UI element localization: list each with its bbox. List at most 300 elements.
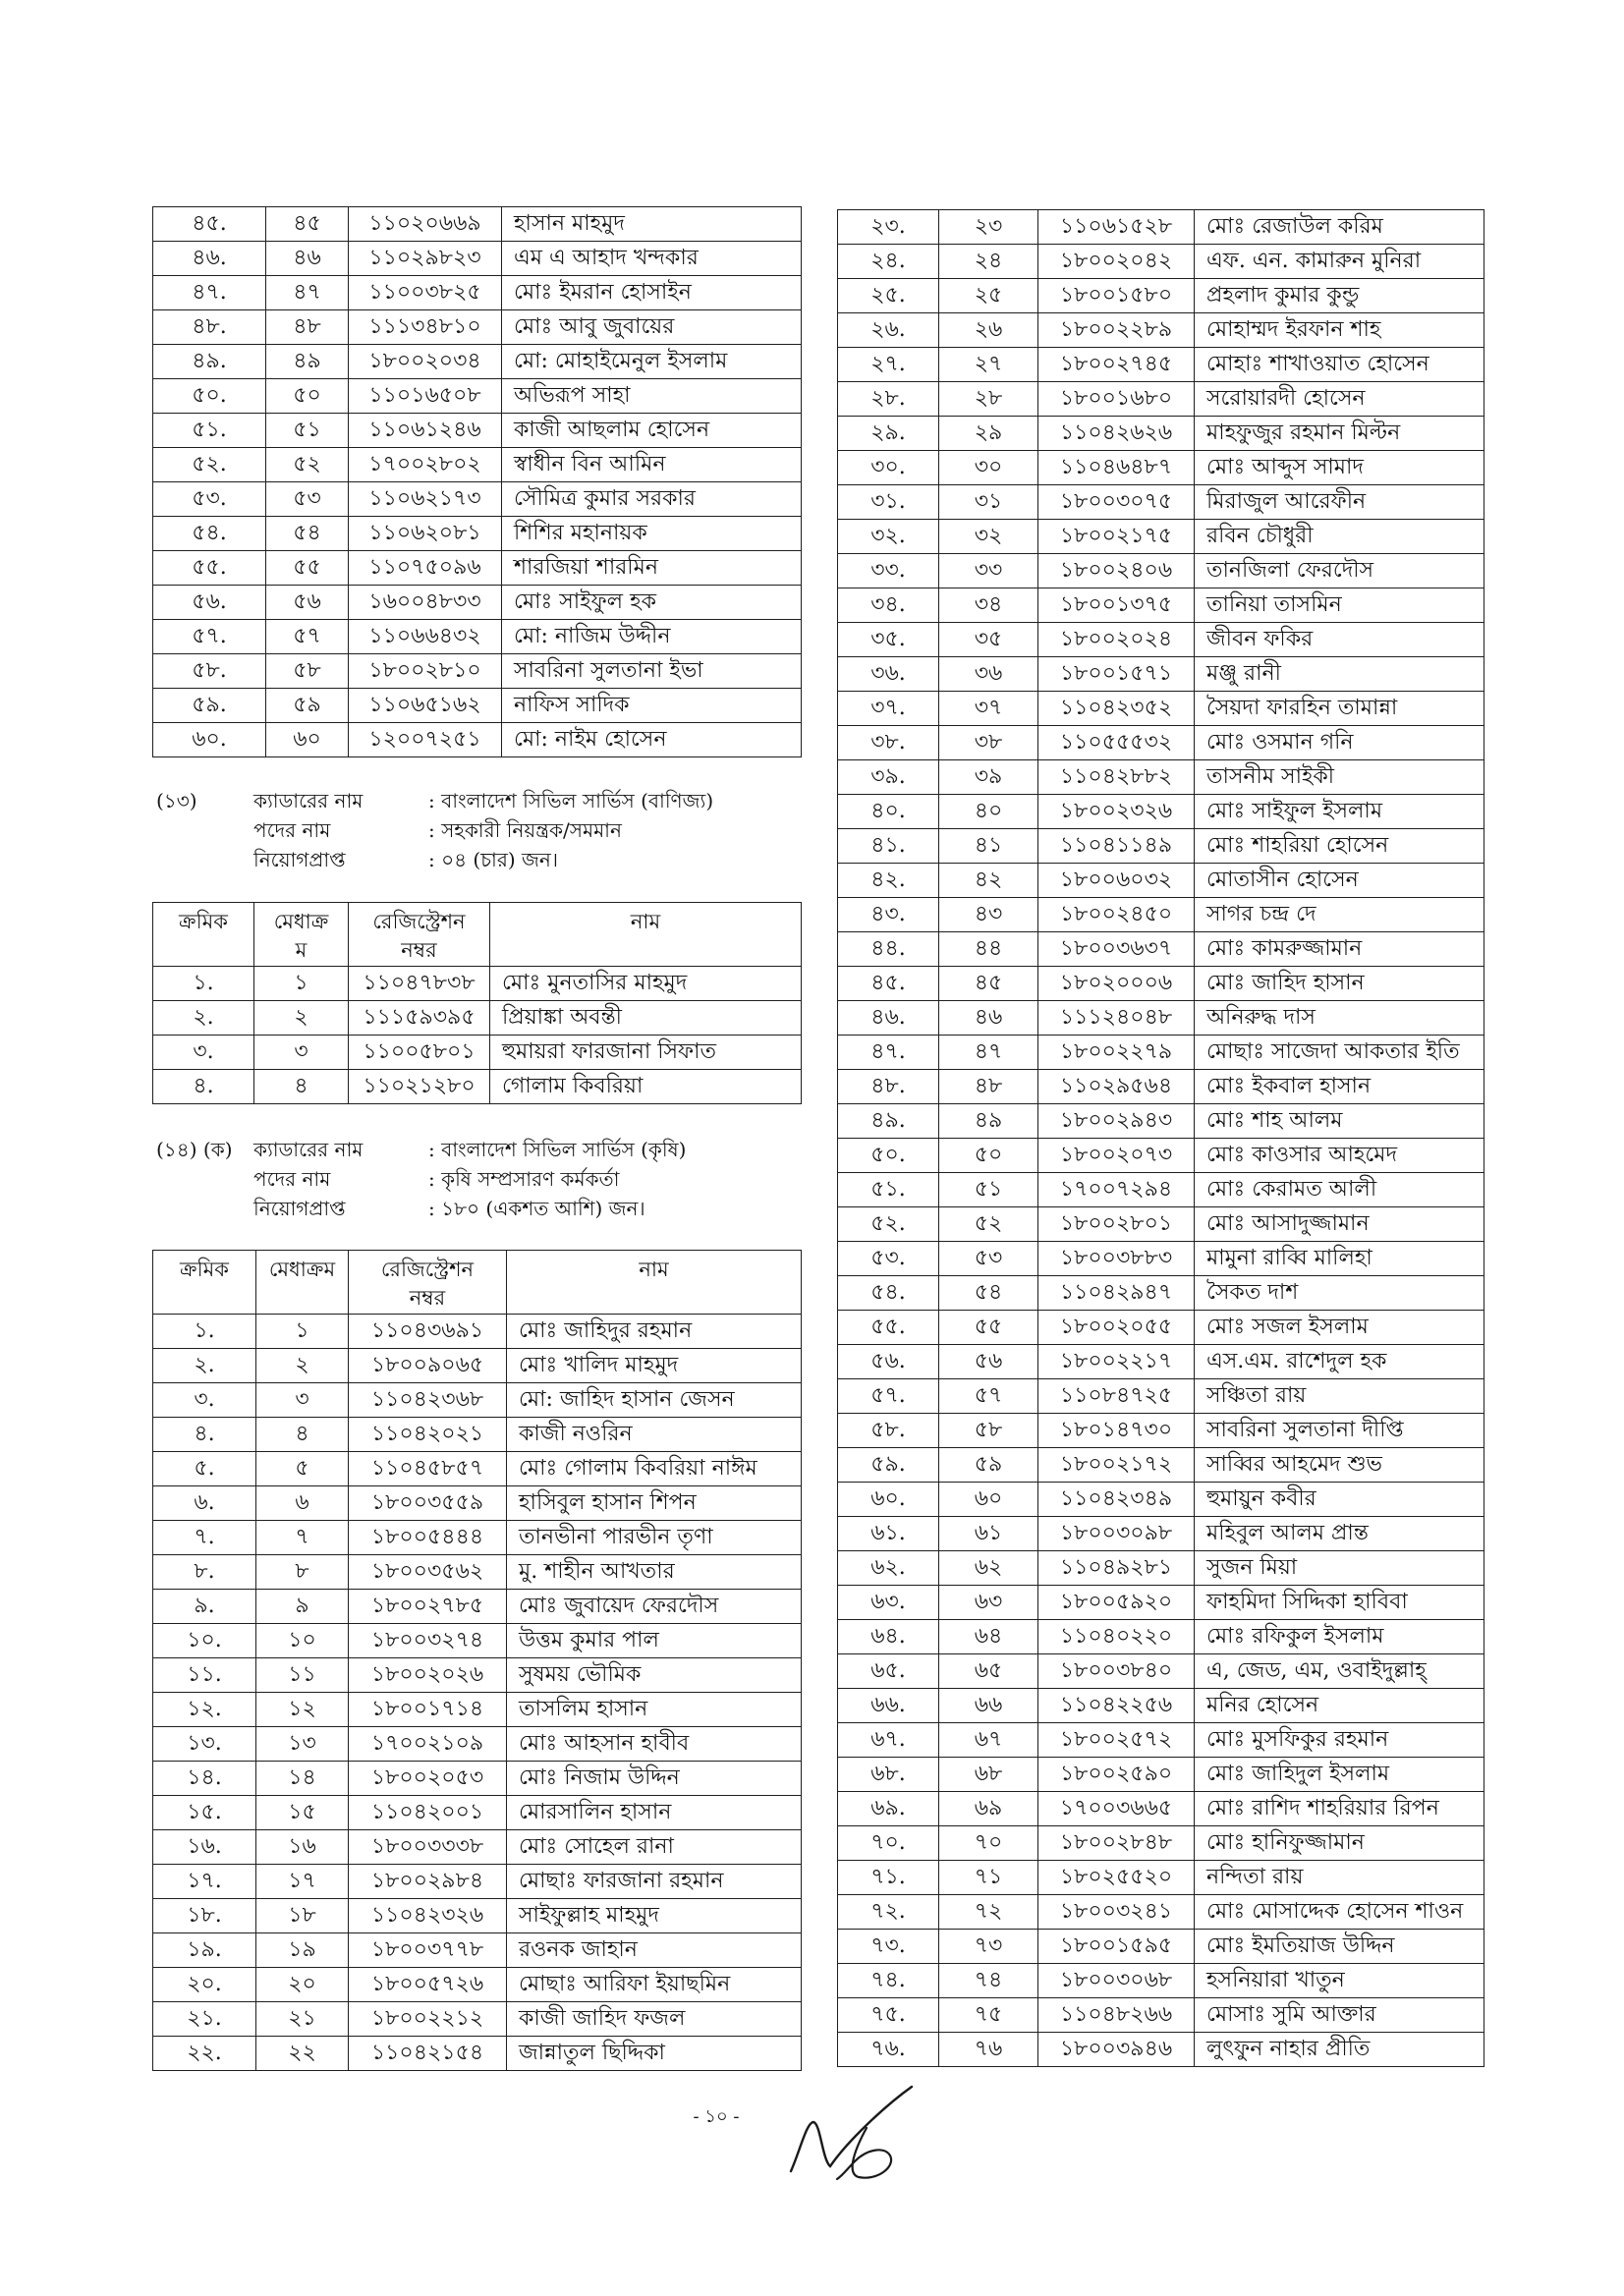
name-cell: অনিরুদ্ধ দাস <box>1195 1001 1484 1036</box>
merit-cell: ৯ <box>256 1590 349 1624</box>
name-cell: এস.এম. রাশেদুল হক <box>1195 1345 1484 1379</box>
merit-cell: ৪৫ <box>266 207 349 242</box>
cadre-value: : বাংলাদেশ সিভিল সার্ভিস (বাণিজ্য) <box>428 789 714 812</box>
table-row <box>838 1414 1484 1448</box>
serial-cell: ৬৮. <box>838 1758 939 1792</box>
serial-cell: ৩. <box>153 1036 254 1070</box>
name-cell: কাজী নওরিন <box>507 1418 802 1452</box>
registration-cell: ১১০৪৭৮৩৮ <box>349 967 490 1001</box>
merit-cell: ৫৬ <box>266 586 349 620</box>
registration-cell: ১১০২১২৮০ <box>349 1070 490 1104</box>
serial-cell: ৩৫. <box>838 623 939 657</box>
merit-cell: ১২ <box>256 1693 349 1727</box>
merit-cell: ৭ <box>256 1521 349 1555</box>
name-cell: অভিরূপ সাহা <box>502 379 802 414</box>
registration-cell: ১২০০৭২৫১ <box>349 723 502 757</box>
registration-cell: ১১০৪২৩২৬ <box>349 1899 507 1933</box>
table-row <box>838 485 1484 520</box>
name-cell: কাজী জাহিদ ফজল <box>507 2002 802 2037</box>
name-cell: রওনক জাহান <box>507 1933 802 1968</box>
serial-cell: ৪৮. <box>838 1070 939 1104</box>
table-row <box>838 1070 1484 1104</box>
merit-cell: ২১ <box>256 2002 349 2037</box>
merit-cell: ৪৯ <box>266 345 349 379</box>
serial-cell: ৫১. <box>838 1173 939 1207</box>
registration-cell: ১১০৪৫৮৫৭ <box>349 1452 507 1486</box>
serial-cell: ৮. <box>153 1555 256 1590</box>
registration-cell: ১১০৪২৩৪৯ <box>1038 1483 1195 1517</box>
registration-cell: ১৮০০২৩২৬ <box>1038 795 1195 829</box>
name-cell: মোঃ জাহিদ হাসান <box>1195 967 1484 1001</box>
name-cell: মো: নাজিম উদ্দীন <box>502 620 802 654</box>
table-row <box>153 379 802 414</box>
serial-cell: ৩৩. <box>838 554 939 588</box>
serial-cell: ৫২. <box>153 448 266 482</box>
merit-cell: ২৬ <box>939 313 1038 348</box>
table-row <box>838 1139 1484 1173</box>
merit-header <box>254 903 349 967</box>
signature <box>786 2081 924 2191</box>
serial-cell: ৫২. <box>838 1207 939 1242</box>
serial-cell: ৬০. <box>153 723 266 757</box>
serial-cell: ২৪. <box>838 245 939 279</box>
serial-cell: ৬৫. <box>838 1654 939 1689</box>
table-row <box>838 520 1484 554</box>
name-cell: মোঃ সোহেল রানা <box>507 1830 802 1865</box>
table-row <box>838 1276 1484 1311</box>
name-header: নাম <box>507 1251 802 1315</box>
table-row <box>838 210 1484 245</box>
serial-cell: ৬৪. <box>838 1620 939 1654</box>
serial-cell: ২৩. <box>838 210 939 245</box>
merit-cell: ৭১ <box>939 1861 1038 1895</box>
registration-cell: ১১০৪৬৪৮৭ <box>1038 451 1195 485</box>
merit-cell: ৫৭ <box>266 620 349 654</box>
name-cell: মোছাঃ আরিফা ইয়াছমিন <box>507 1968 802 2002</box>
serial-cell: ২৮. <box>838 382 939 417</box>
table-row <box>153 1315 802 1349</box>
table-row <box>838 1517 1484 1551</box>
registration-cell: ১১০৪২২৫৬ <box>1038 1689 1195 1723</box>
registration-cell: ১১০২৯৫৬৪ <box>1038 1070 1195 1104</box>
merit-cell: ১ <box>254 967 349 1001</box>
table-row <box>838 1551 1484 1586</box>
registration-cell: ১৮০০২০৫৩ <box>349 1762 507 1796</box>
merit-cell: ১৫ <box>256 1796 349 1830</box>
registration-cell: ১৮০২০০০৬ <box>1038 967 1195 1001</box>
merit-cell: ২৪ <box>939 245 1038 279</box>
merit-cell: ৬০ <box>939 1483 1038 1517</box>
serial-cell: ৯. <box>153 1590 256 1624</box>
merit-cell: ১৬ <box>256 1830 349 1865</box>
table-row <box>153 1933 802 1968</box>
table-row <box>838 1242 1484 1276</box>
registration-cell: ১৮০২৫৫২০ <box>1038 1861 1195 1895</box>
table-row <box>838 348 1484 382</box>
table-row <box>838 245 1484 279</box>
serial-cell: ৪৮. <box>153 310 266 345</box>
post-label: পদের নাম <box>253 1167 331 1191</box>
table-body <box>153 207 802 757</box>
name-cell: সাবরিনা সুলতানা দীপ্তি <box>1195 1414 1484 1448</box>
table-body <box>153 967 802 1104</box>
serial-cell: ৫৬. <box>153 586 266 620</box>
registration-cell: ১১০৬১৫২৮ <box>1038 210 1195 245</box>
serial-cell: ৪৫. <box>838 967 939 1001</box>
registration-cell: ১৭০০৩৬৬৫ <box>1038 1792 1195 1826</box>
merit-cell: ৫৫ <box>266 551 349 586</box>
serial-cell: ৪৪. <box>838 932 939 967</box>
serial-cell: ৫৯. <box>153 689 266 723</box>
serial-cell: ৪৯. <box>153 345 266 379</box>
name-cell: সুষময় ভৌমিক <box>507 1658 802 1693</box>
merit-cell: ৪০ <box>939 795 1038 829</box>
merit-cell: ৫০ <box>266 379 349 414</box>
registration-cell: ১১০৫৫৫৩২ <box>1038 726 1195 760</box>
serial-cell: ৬৩. <box>838 1586 939 1620</box>
name-cell: শিশির মহানায়ক <box>502 517 802 551</box>
name-cell: মোসাঃ সুমি আক্তার <box>1195 1998 1484 2033</box>
table-row <box>838 1758 1484 1792</box>
registration-cell: ১৮০০৬০৩২ <box>1038 864 1195 898</box>
name-cell: হাসান মাহমুদ <box>502 207 802 242</box>
serial-cell: ১৪. <box>153 1762 256 1796</box>
merit-cell: ৫১ <box>266 414 349 448</box>
serial-cell: ৪২. <box>838 864 939 898</box>
merit-cell: ৬৮ <box>939 1758 1038 1792</box>
name-cell: কাজী আছলাম হোসেন <box>502 414 802 448</box>
name-cell: ফাহমিদা সিদ্দিকা হাবিবা <box>1195 1586 1484 1620</box>
table-row <box>153 654 802 689</box>
name-cell: মোহাঃ শাখাওয়াত হোসেন <box>1195 348 1484 382</box>
registration-cell: ১৮০০২২৮৯ <box>1038 313 1195 348</box>
name-cell: সৈয়দা ফারহিন তামান্না <box>1195 692 1484 726</box>
name-cell: মোঃ ইমরান হোসাইন <box>502 276 802 310</box>
serial-cell: ১২. <box>153 1693 256 1727</box>
table-row <box>838 1483 1484 1517</box>
serial-cell: ৬৯. <box>838 1792 939 1826</box>
name-cell: মোঃ হানিফুজ্জামান <box>1195 1826 1484 1861</box>
serial-cell: ১১. <box>153 1658 256 1693</box>
serial-cell: ৪৩. <box>838 898 939 932</box>
name-cell: মোঃ রাশিদ শাহরিয়ার রিপন <box>1195 1792 1484 1826</box>
name-cell: মোঃ গোলাম কিবরিয়া নাঈম <box>507 1452 802 1486</box>
table-row <box>838 1586 1484 1620</box>
name-cell: নন্দিতা রায় <box>1195 1861 1484 1895</box>
serial-cell: ১. <box>153 967 254 1001</box>
serial-cell: ৩. <box>153 1383 256 1418</box>
cadre-label: ক্যাডারের নাম <box>253 1138 364 1161</box>
merit-cell: ৫৫ <box>939 1311 1038 1345</box>
name-cell: মামুনা রাব্বি মালিহা <box>1195 1242 1484 1276</box>
registration-cell: ১১০০৫৮০১ <box>349 1036 490 1070</box>
table-row <box>153 1418 802 1452</box>
merit-cell: ১ <box>256 1315 349 1349</box>
registration-cell: ১৮০০২০২৬ <box>349 1658 507 1693</box>
serial-cell: ২৫. <box>838 279 939 313</box>
registration-cell: ১৮০০১৫৭১ <box>1038 657 1195 692</box>
name-cell: মু. শাহীন আখতার <box>507 1555 802 1590</box>
name-cell: জান্নাতুল ছিদ্দিকা <box>507 2037 802 2071</box>
merit-cell: ৬৬ <box>939 1689 1038 1723</box>
registration-cell: ১১০২০৬৬৯ <box>349 207 502 242</box>
merit-cell: ১৪ <box>256 1762 349 1796</box>
post-label: পদের নাম <box>253 818 331 842</box>
registration-cell: ১৮০০২৯৮৪ <box>349 1865 507 1899</box>
name-cell: সাবরিনা সুলতানা ইভা <box>502 654 802 689</box>
registration-cell: ১৮০০২৭৪৫ <box>1038 348 1195 382</box>
merit-cell: ১৭ <box>256 1865 349 1899</box>
merit-cell: ৩ <box>254 1036 349 1070</box>
registration-cell: ১১০৪২০২১ <box>349 1418 507 1452</box>
merit-cell: ৪৯ <box>939 1104 1038 1139</box>
name-cell: মোঃ সাইফুল ইসলাম <box>1195 795 1484 829</box>
serial-cell: ৭. <box>153 1521 256 1555</box>
registration-cell: ১৭০০২১০৯ <box>349 1727 507 1762</box>
name-cell: মঞ্জু রানী <box>1195 657 1484 692</box>
serial-cell: ৫৯. <box>838 1448 939 1483</box>
serial-cell: ৬১. <box>838 1517 939 1551</box>
merit-cell: ৪৭ <box>266 276 349 310</box>
table-row <box>838 760 1484 795</box>
registration-cell: ১১০৪০২২০ <box>1038 1620 1195 1654</box>
merit-cell: ৩৬ <box>939 657 1038 692</box>
name-cell: মোঃ কেরামত আলী <box>1195 1173 1484 1207</box>
registration-cell: ১৮০০১৭১৪ <box>349 1693 507 1727</box>
table-row <box>838 1620 1484 1654</box>
registration-cell: ১১০৪২৮৮২ <box>1038 760 1195 795</box>
serial-cell: ২৬. <box>838 313 939 348</box>
table-row <box>838 1448 1484 1483</box>
previous-cadre-table-continued <box>152 206 802 757</box>
registration-cell: ১৮০০২৯৪৩ <box>1038 1104 1195 1139</box>
registration-header-line2: নম্বর <box>409 1286 446 1310</box>
serial-cell: ১৩. <box>153 1727 256 1762</box>
table-row <box>153 1383 802 1418</box>
table-row <box>153 1070 802 1104</box>
table-row <box>153 2002 802 2037</box>
table-row <box>838 623 1484 657</box>
merit-cell: ৬০ <box>266 723 349 757</box>
registration-cell: ১৮০০৩০৭৫ <box>1038 485 1195 520</box>
serial-cell: ২. <box>153 1001 254 1036</box>
name-cell: হসনিয়ারা খাতুন <box>1195 1964 1484 1998</box>
merit-cell: ২৭ <box>939 348 1038 382</box>
merit-cell: ৫৪ <box>939 1276 1038 1311</box>
merit-cell: ৮ <box>256 1555 349 1590</box>
table-row <box>838 1998 1484 2033</box>
merit-cell: ৫৯ <box>266 689 349 723</box>
registration-cell: ১৮০০৩০৯৮ <box>1038 1517 1195 1551</box>
table-row <box>153 1796 802 1830</box>
name-cell: মোরসালিন হাসান <box>507 1796 802 1830</box>
registration-cell: ১৮০০২০২৪ <box>1038 623 1195 657</box>
merit-cell: ৫৭ <box>939 1379 1038 1414</box>
serial-cell: ৪৭. <box>153 276 266 310</box>
appointed-label: নিয়োগপ্রাপ্ত <box>253 848 346 871</box>
name-cell: মো: মোহাইমেনুল ইসলাম <box>502 345 802 379</box>
registration-cell: ১৮০১৪৭৩০ <box>1038 1414 1195 1448</box>
table-row <box>838 417 1484 451</box>
serial-cell: ২১. <box>153 2002 256 2037</box>
cadre-line <box>156 1135 795 1164</box>
table-row <box>153 1968 802 2002</box>
serial-cell: ৪৯. <box>838 1104 939 1139</box>
table-row <box>153 482 802 517</box>
appointed-line <box>156 845 795 874</box>
table-row <box>153 1762 802 1796</box>
serial-cell: ১৬. <box>153 1830 256 1865</box>
serial-cell: ৭৪. <box>838 1964 939 1998</box>
name-cell: প্রহলাদ কুমার কুন্ডু <box>1195 279 1484 313</box>
name-cell: হাসিবুল হাসান শিপন <box>507 1486 802 1521</box>
name-cell: রবিন চৌধুরী <box>1195 520 1484 554</box>
table-row <box>838 1895 1484 1930</box>
table-row <box>153 242 802 276</box>
merit-cell: ৬৭ <box>939 1723 1038 1758</box>
serial-cell: ৪. <box>153 1070 254 1104</box>
serial-cell: ৪০. <box>838 795 939 829</box>
table-row <box>838 588 1484 623</box>
table-row <box>153 620 802 654</box>
post-line <box>156 1164 795 1194</box>
name-cell: মোঃ ইকবাল হাসান <box>1195 1070 1484 1104</box>
registration-cell: ১১০৮৪৭২৫ <box>1038 1379 1195 1414</box>
registration-cell: ১৮০০২৪৫০ <box>1038 898 1195 932</box>
merit-cell: ৪৪ <box>939 932 1038 967</box>
serial-cell: ৫৭. <box>838 1379 939 1414</box>
serial-cell: ৩৯. <box>838 760 939 795</box>
name-cell: মোঃ মুসফিকুর রহমান <box>1195 1723 1484 1758</box>
name-cell: তানিয়া তাসমিন <box>1195 588 1484 623</box>
registration-cell: ১৮০০৩৭৭৮ <box>349 1933 507 1968</box>
name-cell: এম এ আহাদ খন্দকার <box>502 242 802 276</box>
registration-cell: ১১০২৯৮২৩ <box>349 242 502 276</box>
serial-cell: ৫৭. <box>153 620 266 654</box>
serial-cell: ৭৫. <box>838 1998 939 2033</box>
table-row <box>838 967 1484 1001</box>
table-row <box>153 448 802 482</box>
merit-cell: ২৫ <box>939 279 1038 313</box>
registration-cell: ১৮০০৩২৪১ <box>1038 1895 1195 1930</box>
serial-cell: ৩৮. <box>838 726 939 760</box>
merit-cell: ৪৬ <box>266 242 349 276</box>
name-cell: সাব্বির আহমেদ শুভ <box>1195 1448 1484 1483</box>
registration-cell: ১৮০০৯০৬৫ <box>349 1349 507 1383</box>
registration-cell: ১১০৬২০৮১ <box>349 517 502 551</box>
registration-cell: ১৮০০২৮৪৮ <box>1038 1826 1195 1861</box>
merit-cell: ৭৪ <box>939 1964 1038 1998</box>
registration-cell: ১১০৪২৯৪৭ <box>1038 1276 1195 1311</box>
table-row <box>838 554 1484 588</box>
serial-cell: ৬০. <box>838 1483 939 1517</box>
table-row <box>838 1173 1484 1207</box>
table-row <box>838 1792 1484 1826</box>
table-row <box>153 586 802 620</box>
serial-cell: ২২. <box>153 2037 256 2071</box>
merit-cell: ৬৯ <box>939 1792 1038 1826</box>
merit-cell: ৭২ <box>939 1895 1038 1930</box>
name-cell: মোঃ মুনতাসির মাহমুদ <box>490 967 802 1001</box>
serial-cell: ৩১. <box>838 485 939 520</box>
name-cell: মোঃ কাওসার আহমেদ <box>1195 1139 1484 1173</box>
merit-cell: ৪২ <box>939 864 1038 898</box>
name-cell: মোঃ জুবায়েদ ফেরদৌস <box>507 1590 802 1624</box>
name-cell: মোঃ সাইফুল হক <box>502 586 802 620</box>
name-cell: মোঃ রফিকুল ইসলাম <box>1195 1620 1484 1654</box>
table-body <box>153 1315 802 2071</box>
name-cell: সাইফুল্লাহ মাহমুদ <box>507 1899 802 1933</box>
table-row <box>153 551 802 586</box>
name-cell: গোলাম কিবরিয়া <box>490 1070 802 1104</box>
merit-cell: ৩৫ <box>939 623 1038 657</box>
table-row <box>153 517 802 551</box>
table-row <box>838 382 1484 417</box>
name-cell: মো: নাইম হোসেন <box>502 723 802 757</box>
table-row <box>153 276 802 310</box>
serial-cell: ৬. <box>153 1486 256 1521</box>
name-cell: মোঃ ওসমান গনি <box>1195 726 1484 760</box>
registration-cell: ১৮০০২২১৭ <box>1038 1345 1195 1379</box>
serial-cell: ১৯. <box>153 1933 256 1968</box>
name-cell: মোঃ আবু জুবায়ের <box>502 310 802 345</box>
name-cell: মোঃ শাহরিয়া হোসেন <box>1195 829 1484 864</box>
table-row <box>153 723 802 757</box>
registration-header <box>349 1251 507 1315</box>
serial-cell: ১৫. <box>153 1796 256 1830</box>
merit-cell: ৪ <box>254 1070 349 1104</box>
registration-cell: ১১১৫৯৩৯৫ <box>349 1001 490 1036</box>
merit-cell: ৬২ <box>939 1551 1038 1586</box>
name-cell: মোঃ জাহিদুল ইসলাম <box>1195 1758 1484 1792</box>
registration-cell: ১৮০০২৪০৬ <box>1038 554 1195 588</box>
table-row <box>838 1345 1484 1379</box>
serial-cell: ৬৭. <box>838 1723 939 1758</box>
merit-cell: ৭০ <box>939 1826 1038 1861</box>
merit-header-line1: মেধাক্র <box>273 910 329 933</box>
name-cell: তাসলিম হাসান <box>507 1693 802 1727</box>
table-row <box>838 692 1484 726</box>
table-row <box>153 1830 802 1865</box>
cadre-label: ক্যাডারের নাম <box>253 789 364 812</box>
serial-header: ক্রমিক <box>153 903 254 967</box>
name-cell: মোতাসীন হোসেন <box>1195 864 1484 898</box>
registration-cell: ১৮০০১৫৮০ <box>1038 279 1195 313</box>
section-number: (১৩) <box>156 789 197 812</box>
table-row <box>153 1624 802 1658</box>
registration-cell: ১১১২৪০৪৮ <box>1038 1001 1195 1036</box>
post-value: : সহকারী নিয়ন্ত্রক/সমমান <box>428 818 622 842</box>
serial-cell: ৪৭. <box>838 1036 939 1070</box>
merit-cell: ৪৭ <box>939 1036 1038 1070</box>
table-row <box>838 2033 1484 2067</box>
table-row <box>153 1486 802 1521</box>
merit-cell: ৭৬ <box>939 2033 1038 2067</box>
serial-cell: ৫১. <box>153 414 266 448</box>
appointed-value: : ১৮০ (একশত আশি) জন। <box>428 1197 645 1220</box>
table-row <box>153 1555 802 1590</box>
merit-cell: ৪৬ <box>939 1001 1038 1036</box>
merit-cell: ৫৩ <box>266 482 349 517</box>
name-cell: সঞ্চিতা রায় <box>1195 1379 1484 1414</box>
table-row <box>153 2037 802 2071</box>
name-cell: তাসনীম সাইকী <box>1195 760 1484 795</box>
merit-header-line2: ম <box>295 938 308 962</box>
table-row <box>838 1826 1484 1861</box>
registration-cell: ১১০৪৩৬৯১ <box>349 1315 507 1349</box>
table-row <box>838 451 1484 485</box>
merit-cell: ৪১ <box>939 829 1038 864</box>
